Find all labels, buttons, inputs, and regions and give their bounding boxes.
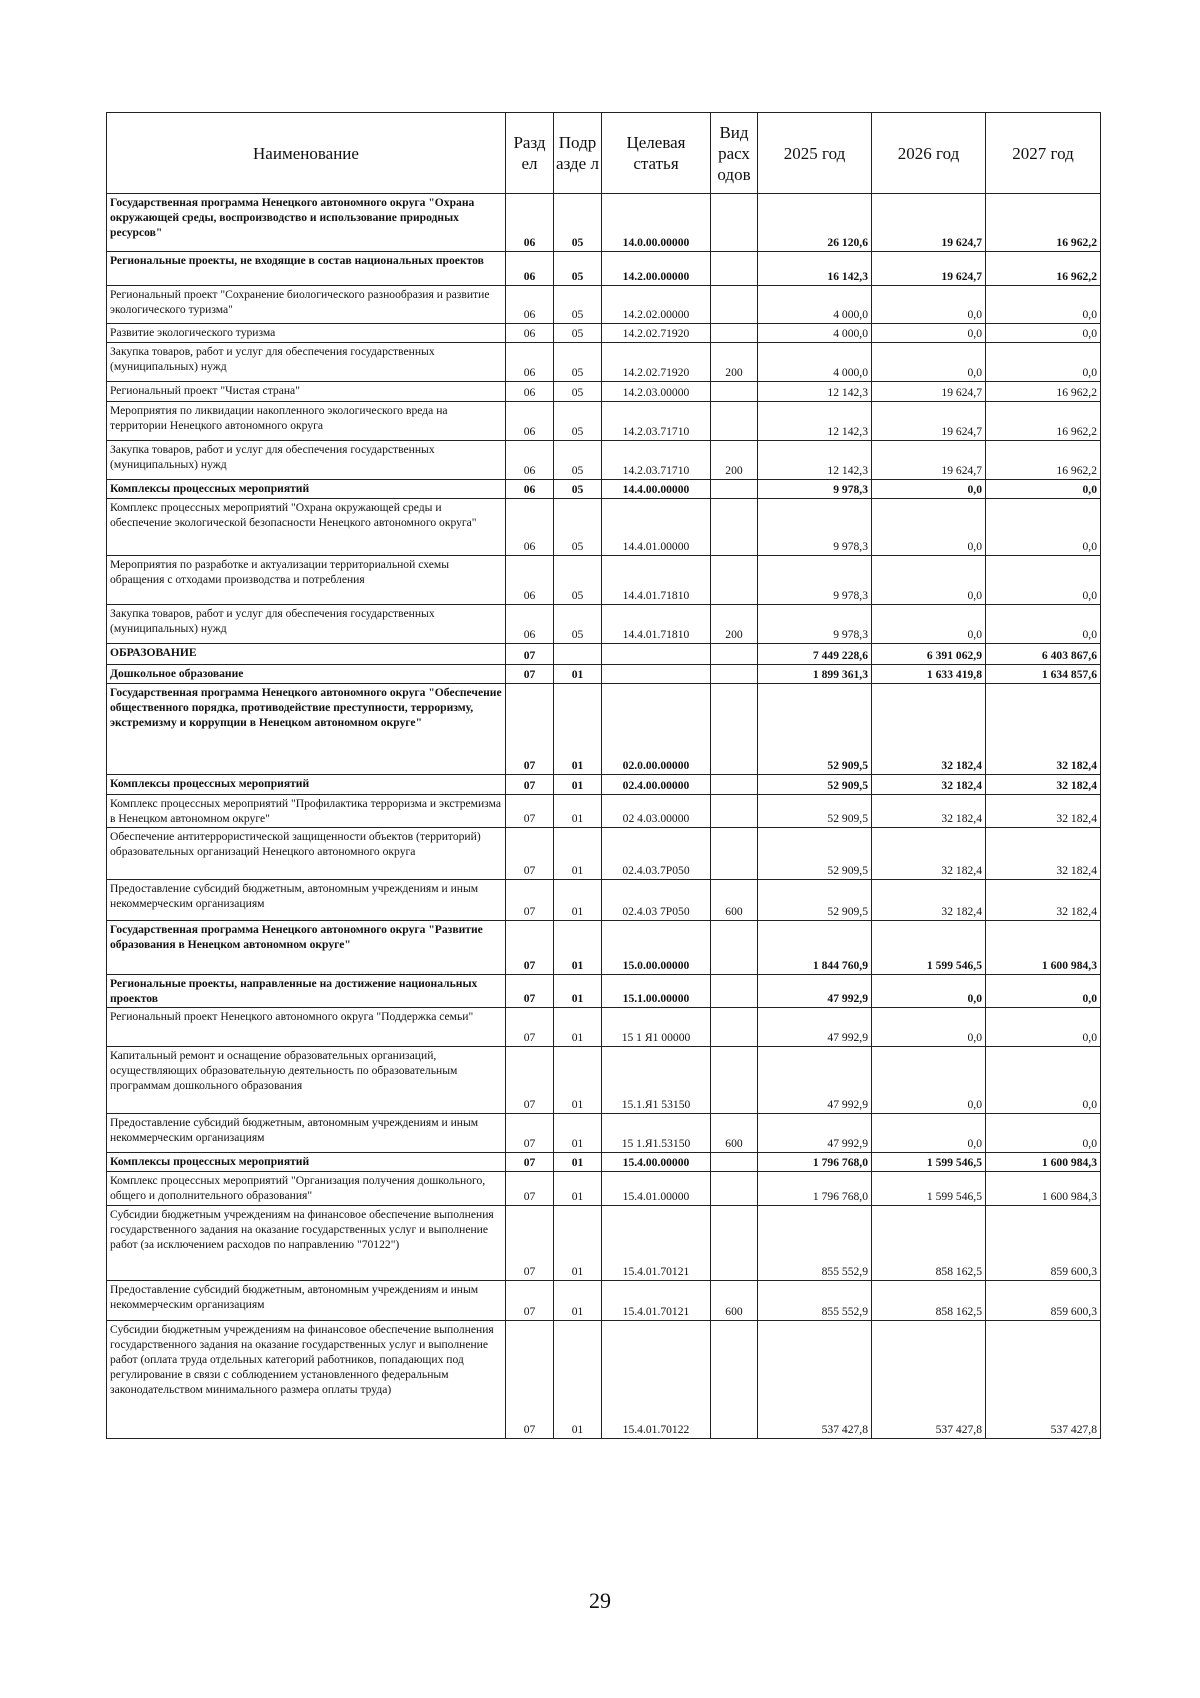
- table-row: [107, 286, 1101, 324]
- row-name: Государственная программа Ненецкого автономного округа "Развитие образования в Ненецком автономном округе": [107, 921, 506, 975]
- row-value-2026: 32 182,4: [872, 828, 986, 880]
- row-section: 06: [506, 441, 554, 480]
- row-value-2026: 0,0: [872, 480, 986, 499]
- row-section: 06: [506, 556, 554, 605]
- row-value-2027: 16 962,2: [986, 252, 1101, 286]
- row-target-article: 14.0.00.00000: [602, 194, 711, 252]
- row-value-2026: 0,0: [872, 1047, 986, 1114]
- row-value-2027: 16 962,2: [986, 382, 1101, 402]
- row-subsection: 01: [554, 1206, 602, 1281]
- row-value-2025: 537 427,8: [758, 1321, 872, 1439]
- row-value-2027: 0,0: [986, 324, 1101, 343]
- row-section: 07: [506, 1153, 554, 1172]
- row-value-2026: 0,0: [872, 1114, 986, 1153]
- row-target-article: 15.1.00.00000: [602, 975, 711, 1008]
- row-section: 07: [506, 1114, 554, 1153]
- row-value-2026: 1 633 419,8: [872, 665, 986, 684]
- row-expense-type: [711, 828, 758, 880]
- row-expense-type: [711, 499, 758, 556]
- row-value-2025: 855 552,9: [758, 1281, 872, 1321]
- table-row: [107, 194, 1101, 252]
- row-target-article: 14.2.02.71920: [602, 324, 711, 343]
- row-section: 07: [506, 684, 554, 775]
- row-target-article: 15 1.Я1.53150: [602, 1114, 711, 1153]
- row-expense-type: [711, 1047, 758, 1114]
- row-name: Закупка товаров, работ и услуг для обеспечения государственных (муниципальных) нужд: [107, 441, 506, 480]
- table-row: [107, 343, 1101, 382]
- row-name: Закупка товаров, работ и услуг для обеспечения государственных (муниципальных) нужд: [107, 605, 506, 644]
- row-section: 06: [506, 605, 554, 644]
- row-name: Предоставление субсидий бюджетным, автономным учреждениям и иным некоммерческим организациям: [107, 1114, 506, 1153]
- row-value-2027: 32 182,4: [986, 775, 1101, 795]
- row-target-article: 14.4.00.00000: [602, 480, 711, 499]
- row-name: Дошкольное образование: [107, 665, 506, 684]
- row-expense-type: [711, 252, 758, 286]
- row-target-article: 15.4.01.70121: [602, 1281, 711, 1321]
- row-value-2027: 0,0: [986, 1114, 1101, 1153]
- row-section: 06: [506, 382, 554, 402]
- row-value-2025: 9 978,3: [758, 556, 872, 605]
- row-target-article: 15.4.01.00000: [602, 1172, 711, 1206]
- row-target-article: 14.2.02.71920: [602, 343, 711, 382]
- row-value-2026: 1 599 546,5: [872, 921, 986, 975]
- row-subsection: 05: [554, 480, 602, 499]
- row-section: 07: [506, 1321, 554, 1439]
- row-value-2026: 0,0: [872, 975, 986, 1008]
- row-section: 06: [506, 324, 554, 343]
- row-value-2027: 0,0: [986, 605, 1101, 644]
- row-subsection: 05: [554, 402, 602, 441]
- row-expense-type: [711, 1172, 758, 1206]
- row-value-2025: 4 000,0: [758, 343, 872, 382]
- row-name: Комплекс процессных мероприятий "Профилактика терроризма и экстремизма в Ненецком автономном округе": [107, 795, 506, 828]
- row-value-2027: 0,0: [986, 343, 1101, 382]
- row-value-2026: 1 599 546,5: [872, 1153, 986, 1172]
- row-value-2026: 858 162,5: [872, 1206, 986, 1281]
- row-value-2025: 9 978,3: [758, 499, 872, 556]
- row-value-2027: 859 600,3: [986, 1281, 1101, 1321]
- header-section: Разд ел: [506, 113, 554, 194]
- row-expense-type: 200: [711, 605, 758, 644]
- row-value-2026: 19 624,7: [872, 382, 986, 402]
- row-expense-type: 600: [711, 880, 758, 921]
- table-row: [107, 828, 1101, 880]
- row-value-2025: 4 000,0: [758, 324, 872, 343]
- table-row: [107, 684, 1101, 775]
- row-subsection: 01: [554, 1153, 602, 1172]
- table-row: [107, 1172, 1101, 1206]
- row-section: 07: [506, 828, 554, 880]
- row-name: Комплекс процессных мероприятий "Охрана окружающей среды и обеспечение экологической безопасности Ненецкого автономного округа": [107, 499, 506, 556]
- header-2027: 2027 год: [986, 113, 1101, 194]
- row-target-article: 02.4.00.00000: [602, 775, 711, 795]
- row-expense-type: [711, 665, 758, 684]
- row-value-2025: 26 120,6: [758, 194, 872, 252]
- row-value-2025: 47 992,9: [758, 975, 872, 1008]
- row-subsection: 01: [554, 1114, 602, 1153]
- row-subsection: 05: [554, 499, 602, 556]
- row-target-article: 14.4.01.00000: [602, 499, 711, 556]
- row-expense-type: [711, 921, 758, 975]
- row-name: Развитие экологического туризма: [107, 324, 506, 343]
- header-name: Наименование: [107, 113, 506, 194]
- table-row: [107, 605, 1101, 644]
- row-value-2026: 0,0: [872, 324, 986, 343]
- row-expense-type: 600: [711, 1281, 758, 1321]
- table-row: [107, 1321, 1101, 1439]
- row-name: Государственная программа Ненецкого автономного округа "Обеспечение общественного порядка, противодействие преступности, терроризму, экстремизму и коррупции в Ненецком автономном округе": [107, 684, 506, 775]
- row-section: 07: [506, 665, 554, 684]
- table-row: [107, 1047, 1101, 1114]
- row-section: 07: [506, 795, 554, 828]
- row-subsection: 01: [554, 1321, 602, 1439]
- row-subsection: 01: [554, 1281, 602, 1321]
- row-value-2026: 537 427,8: [872, 1321, 986, 1439]
- table-row: [107, 499, 1101, 556]
- row-section: 06: [506, 480, 554, 499]
- row-value-2026: 858 162,5: [872, 1281, 986, 1321]
- row-value-2027: 0,0: [986, 556, 1101, 605]
- row-value-2025: 52 909,5: [758, 828, 872, 880]
- row-target-article: 14.2.03.71710: [602, 441, 711, 480]
- row-subsection: 01: [554, 795, 602, 828]
- row-value-2025: 52 909,5: [758, 775, 872, 795]
- row-value-2025: 47 992,9: [758, 1008, 872, 1047]
- row-value-2025: 1 844 760,9: [758, 921, 872, 975]
- row-value-2027: 16 962,2: [986, 194, 1101, 252]
- row-value-2026: 32 182,4: [872, 775, 986, 795]
- row-target-article: 15 1 Я1 00000: [602, 1008, 711, 1047]
- row-name: Региональный проект "Сохранение биологического разнообразия и развитие экологического туризма": [107, 286, 506, 324]
- row-expense-type: [711, 286, 758, 324]
- row-value-2025: 1 796 768,0: [758, 1172, 872, 1206]
- row-name: Предоставление субсидий бюджетным, автономным учреждениям и иным некоммерческим организациям: [107, 1281, 506, 1321]
- row-subsection: 05: [554, 556, 602, 605]
- row-expense-type: [711, 795, 758, 828]
- row-section: 07: [506, 975, 554, 1008]
- row-expense-type: [711, 556, 758, 605]
- row-target-article: 02.0.00.00000: [602, 684, 711, 775]
- row-target-article: 14.2.03.71710: [602, 402, 711, 441]
- row-name: Субсидии бюджетным учреждениям на финансовое обеспечение выполнения государственного задания на оказание государственных услуг и выполнение работ (за исключением расходов по направлению "70122"): [107, 1206, 506, 1281]
- row-subsection: 01: [554, 921, 602, 975]
- row-target-article: 15.1.Я1 53150: [602, 1047, 711, 1114]
- row-value-2025: 7 449 228,6: [758, 644, 872, 665]
- row-expense-type: [711, 402, 758, 441]
- row-target-article: 15.4.01.70122: [602, 1321, 711, 1439]
- row-value-2025: 4 000,0: [758, 286, 872, 324]
- row-value-2027: 1 600 984,3: [986, 1153, 1101, 1172]
- row-name: Комплексы процессных мероприятий: [107, 775, 506, 795]
- row-name: ОБРАЗОВАНИЕ: [107, 644, 506, 665]
- row-expense-type: [711, 1153, 758, 1172]
- table-row: [107, 644, 1101, 665]
- row-target-article: 14.4.01.71810: [602, 556, 711, 605]
- row-value-2027: 537 427,8: [986, 1321, 1101, 1439]
- row-section: 06: [506, 252, 554, 286]
- row-target-article: 14.4.01.71810: [602, 605, 711, 644]
- row-name: Региональный проект Ненецкого автономного округа "Поддержка семьи": [107, 1008, 506, 1047]
- row-name: Капитальный ремонт и оснащение образовательных организаций, осуществляющих образовательную деятельность по образовательным программам дошкольного образования: [107, 1047, 506, 1114]
- row-value-2026: 0,0: [872, 286, 986, 324]
- row-target-article: [602, 644, 711, 665]
- header-2026: 2026 год: [872, 113, 986, 194]
- row-name: Закупка товаров, работ и услуг для обеспечения государственных (муниципальных) нужд: [107, 343, 506, 382]
- table-header-row: [107, 113, 1101, 194]
- row-target-article: 15.0.00.00000: [602, 921, 711, 975]
- row-section: 07: [506, 1172, 554, 1206]
- table-row: [107, 480, 1101, 499]
- row-expense-type: [711, 1321, 758, 1439]
- table-row: [107, 556, 1101, 605]
- row-value-2026: 1 599 546,5: [872, 1172, 986, 1206]
- row-expense-type: 600: [711, 1114, 758, 1153]
- row-value-2025: 12 142,3: [758, 382, 872, 402]
- table-row: [107, 402, 1101, 441]
- row-value-2027: 1 600 984,3: [986, 1172, 1101, 1206]
- row-value-2027: 1 600 984,3: [986, 921, 1101, 975]
- row-name: Региональный проект "Чистая страна": [107, 382, 506, 402]
- row-value-2025: 47 992,9: [758, 1047, 872, 1114]
- row-expense-type: [711, 644, 758, 665]
- row-subsection: 05: [554, 252, 602, 286]
- header-expense-type: Вид расх одов: [711, 113, 758, 194]
- row-value-2026: 32 182,4: [872, 795, 986, 828]
- table-row: [107, 880, 1101, 921]
- row-value-2027: 32 182,4: [986, 795, 1101, 828]
- row-expense-type: [711, 194, 758, 252]
- table-row: [107, 1114, 1101, 1153]
- row-subsection: 05: [554, 605, 602, 644]
- row-value-2025: 12 142,3: [758, 441, 872, 480]
- row-target-article: 02.4.03 7Р050: [602, 880, 711, 921]
- row-value-2026: 0,0: [872, 556, 986, 605]
- row-name: Субсидии бюджетным учреждениям на финансовое обеспечение выполнения государственного задания на оказание государственных услуг и выполнение работ (оплата труда отдельных категорий работников, попадающих под регулирование в связи с соблюдением установленного федеральным законодательством минимального размера оплаты труда): [107, 1321, 506, 1439]
- table-row: [107, 795, 1101, 828]
- row-value-2026: 19 624,7: [872, 441, 986, 480]
- row-target-article: 14.2.03.00000: [602, 382, 711, 402]
- row-section: 06: [506, 286, 554, 324]
- row-value-2027: 32 182,4: [986, 880, 1101, 921]
- page-number: 29: [589, 1588, 611, 1613]
- row-value-2026: 0,0: [872, 605, 986, 644]
- table-row: [107, 1153, 1101, 1172]
- table-row: [107, 921, 1101, 975]
- row-expense-type: [711, 1008, 758, 1047]
- row-value-2025: 12 142,3: [758, 402, 872, 441]
- row-value-2025: 52 909,5: [758, 684, 872, 775]
- row-subsection: 01: [554, 684, 602, 775]
- row-target-article: 02.4.03.7Р050: [602, 828, 711, 880]
- row-section: 06: [506, 194, 554, 252]
- row-value-2027: 16 962,2: [986, 441, 1101, 480]
- row-expense-type: 200: [711, 441, 758, 480]
- row-section: 07: [506, 921, 554, 975]
- row-subsection: 01: [554, 665, 602, 684]
- row-value-2027: 0,0: [986, 1008, 1101, 1047]
- row-target-article: 14.2.00.00000: [602, 252, 711, 286]
- row-section: 07: [506, 644, 554, 665]
- row-value-2026: 0,0: [872, 1008, 986, 1047]
- row-value-2027: 0,0: [986, 975, 1101, 1008]
- row-section: 07: [506, 1281, 554, 1321]
- row-value-2025: 9 978,3: [758, 605, 872, 644]
- table-row: [107, 1206, 1101, 1281]
- row-subsection: 05: [554, 194, 602, 252]
- row-value-2027: 1 634 857,6: [986, 665, 1101, 684]
- table-row: [107, 1008, 1101, 1047]
- row-subsection: 01: [554, 828, 602, 880]
- row-name: Региональные проекты, не входящие в состав национальных проектов: [107, 252, 506, 286]
- table-row: [107, 252, 1101, 286]
- row-value-2027: 32 182,4: [986, 828, 1101, 880]
- row-subsection: 01: [554, 975, 602, 1008]
- row-value-2027: 32 182,4: [986, 684, 1101, 775]
- row-value-2026: 0,0: [872, 499, 986, 556]
- row-value-2027: 0,0: [986, 1047, 1101, 1114]
- row-value-2027: 0,0: [986, 499, 1101, 556]
- row-value-2026: 6 391 062,9: [872, 644, 986, 665]
- row-name: Региональные проекты, направленные на достижение национальных проектов: [107, 975, 506, 1008]
- row-subsection: 05: [554, 343, 602, 382]
- row-section: 07: [506, 1206, 554, 1281]
- row-value-2025: 52 909,5: [758, 795, 872, 828]
- row-value-2026: 19 624,7: [872, 252, 986, 286]
- row-value-2027: 0,0: [986, 480, 1101, 499]
- row-section: 07: [506, 775, 554, 795]
- row-expense-type: [711, 684, 758, 775]
- table-row: [107, 665, 1101, 684]
- row-target-article: 15.4.00.00000: [602, 1153, 711, 1172]
- row-expense-type: [711, 775, 758, 795]
- row-subsection: 05: [554, 441, 602, 480]
- row-value-2025: 47 992,9: [758, 1114, 872, 1153]
- row-target-article: 15.4.01.70121: [602, 1206, 711, 1281]
- row-value-2026: 32 182,4: [872, 880, 986, 921]
- row-subsection: 01: [554, 1172, 602, 1206]
- row-value-2026: 0,0: [872, 343, 986, 382]
- row-subsection: 01: [554, 775, 602, 795]
- row-value-2025: 855 552,9: [758, 1206, 872, 1281]
- row-section: 06: [506, 402, 554, 441]
- header-subsection: Подр азде л: [554, 113, 602, 194]
- row-value-2025: 16 142,3: [758, 252, 872, 286]
- row-expense-type: [711, 382, 758, 402]
- row-expense-type: [711, 480, 758, 499]
- row-value-2026: 19 624,7: [872, 194, 986, 252]
- row-subsection: 05: [554, 286, 602, 324]
- table-row: [107, 324, 1101, 343]
- row-expense-type: [711, 975, 758, 1008]
- row-subsection: 01: [554, 1047, 602, 1114]
- row-target-article: [602, 665, 711, 684]
- row-name: Мероприятия по разработке и актуализации территориальной схемы обращения с отходами производства и потребления: [107, 556, 506, 605]
- row-value-2027: 6 403 867,6: [986, 644, 1101, 665]
- row-subsection: 01: [554, 880, 602, 921]
- table-row: [107, 775, 1101, 795]
- row-target-article: 14.2.02.00000: [602, 286, 711, 324]
- row-value-2027: 0,0: [986, 286, 1101, 324]
- row-expense-type: 200: [711, 343, 758, 382]
- row-value-2025: 52 909,5: [758, 880, 872, 921]
- row-value-2025: 1 899 361,3: [758, 665, 872, 684]
- row-subsection: [554, 644, 602, 665]
- row-value-2027: 16 962,2: [986, 402, 1101, 441]
- row-value-2026: 19 624,7: [872, 402, 986, 441]
- row-subsection: 01: [554, 1008, 602, 1047]
- row-name: Предоставление субсидий бюджетным, автономным учреждениям и иным некоммерческим организациям: [107, 880, 506, 921]
- row-name: Обеспечение антитеррористической защищенности объектов (территорий) образовательных организаций Ненецкого автономного округа: [107, 828, 506, 880]
- row-section: 06: [506, 343, 554, 382]
- row-section: 07: [506, 1047, 554, 1114]
- row-target-article: 02 4.03.00000: [602, 795, 711, 828]
- table-row: [107, 382, 1101, 402]
- row-subsection: 05: [554, 382, 602, 402]
- row-value-2026: 32 182,4: [872, 684, 986, 775]
- table-row: [107, 1281, 1101, 1321]
- row-name: Комплексы процессных мероприятий: [107, 1153, 506, 1172]
- header-2025: 2025 год: [758, 113, 872, 194]
- table-body: [107, 194, 1101, 1439]
- row-expense-type: [711, 1206, 758, 1281]
- row-value-2025: 9 978,3: [758, 480, 872, 499]
- budget-table: [106, 112, 1101, 1439]
- row-expense-type: [711, 324, 758, 343]
- row-section: 07: [506, 1008, 554, 1047]
- table-row: [107, 975, 1101, 1008]
- row-section: 07: [506, 880, 554, 921]
- table-row: [107, 441, 1101, 480]
- header-target-article: Целевая статья: [602, 113, 711, 194]
- row-value-2027: 859 600,3: [986, 1206, 1101, 1281]
- row-name: Мероприятия по ликвидации накопленного экологического вреда на территории Ненецкого автономного округа: [107, 402, 506, 441]
- row-name: Государственная программа Ненецкого автономного округа "Охрана окружающей среды, воспроизводство и использование природных ресурсов": [107, 194, 506, 252]
- row-name: Комплекс процессных мероприятий "Организация получения дошкольного, общего и дополнительного образования": [107, 1172, 506, 1206]
- row-section: 06: [506, 499, 554, 556]
- row-name: Комплексы процессных мероприятий: [107, 480, 506, 499]
- row-subsection: 05: [554, 324, 602, 343]
- row-value-2025: 1 796 768,0: [758, 1153, 872, 1172]
